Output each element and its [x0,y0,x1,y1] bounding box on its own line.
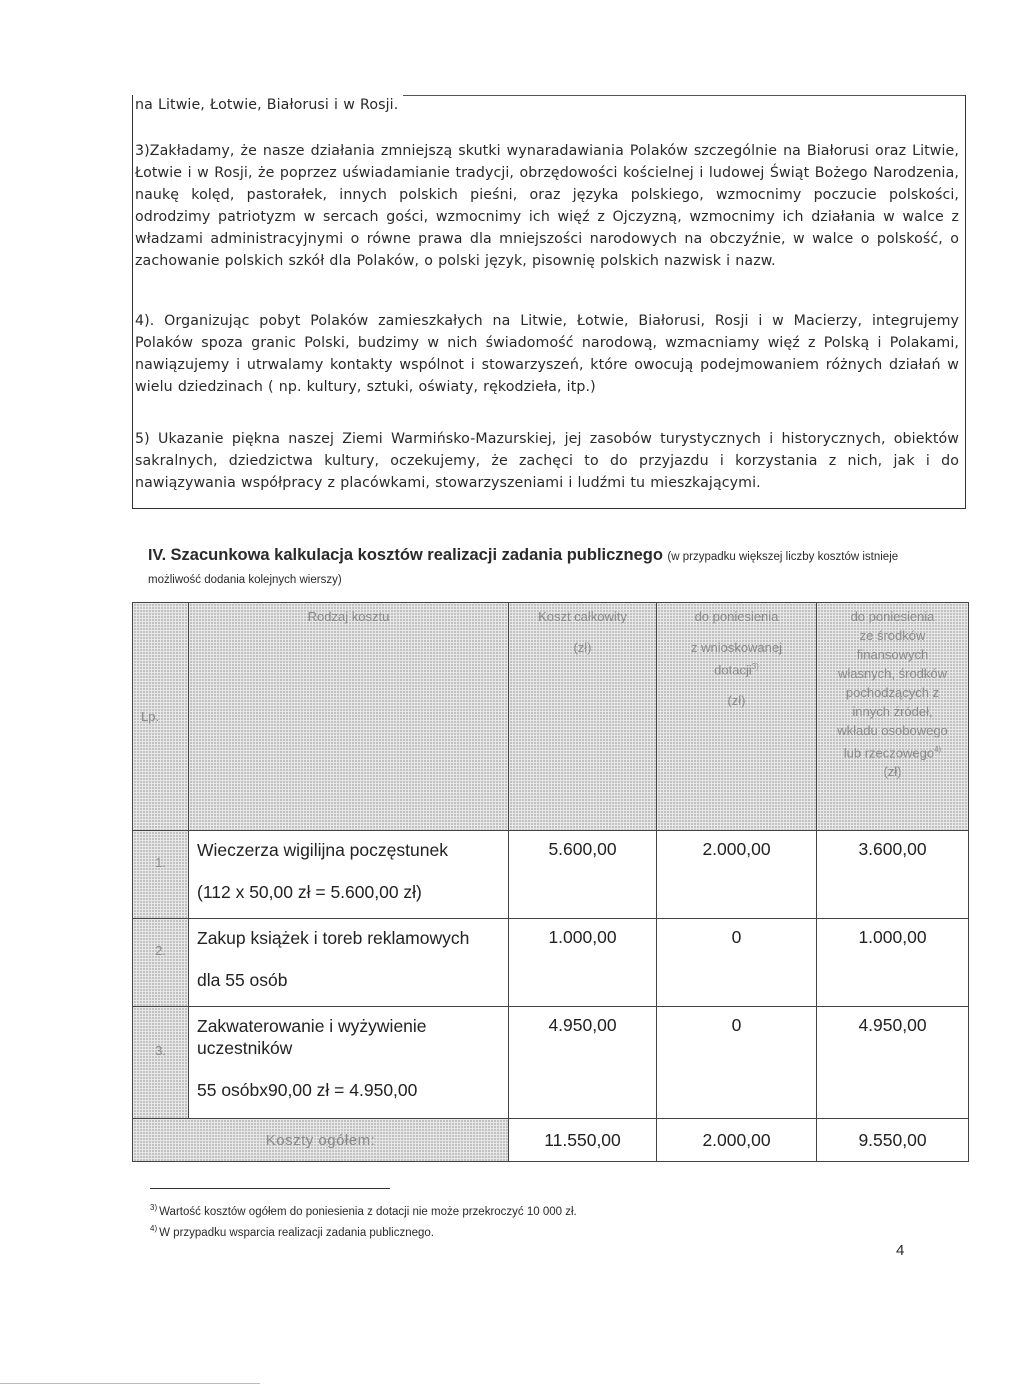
cost-wlasne: 4.950,00 [817,1007,969,1119]
header-lp: Lp. [133,603,189,831]
scan-edge-mark [0,1383,260,1384]
paragraph-4: 4). Organizując pobyt Polaków zamieszkałych na Litwie, Łotwie, Białorusi, Rosji i w Macierzy, integrujemy Polaków spoza granic Polski, budzimy w nich świadomość narodową, wzmacniamy więź z Polską i Polakami, nawiązujemy i utrwalamy kontakty wspólnot i stowarzyszeń, które owocują podejmowaniem różnych działań w wielu dziedzinach ( np. kultury, sztuki, oświaty, rękodzieła, itp.) [135,313,959,395]
totals-label: Koszty ogółem: [133,1119,509,1162]
cost-dotacja: 0 [657,919,817,1007]
cost-total: 1.000,00 [509,919,657,1007]
table-header-row [133,603,969,831]
page-number: 4 [896,1242,905,1259]
cost-name: Zakup książek i toreb reklamowych dla 55 osób [189,919,509,1007]
cost-wlasne: 1.000,00 [817,919,969,1007]
section-note: (w przypadku większej liczby kosztów istnieje możliwość dodania kolejnych wierszy) [148,551,899,586]
cost-wlasne: 3.600,00 [817,831,969,919]
table-row [133,919,969,1007]
table-row [133,1007,969,1119]
totals-dotacja: 2.000,00 [657,1119,817,1162]
paragraph-3: 3)Zakładamy, że nasze działania zmniejszą skutki wynaradawiania Polaków szczególnie na Białorusi oraz Litwie, Łotwie i w Rosji, że poprzez uświadamianie tradycji, obrzędowości kościelnej i ludowej Świąt Bożego Narodzenia, naukę kolęd, pastorałek, innych polskich pieśni, oraz języka polskiego, wzmocnimy poczucie polskości, odrodzimy patriotyzm w sercach gości, wzmocnimy ich więź z Ojczyzną, wzmocnimy ich działania w walce z władzami administracyjnymi o równe prawa dla mniejszości narodowych na obczyźnie, w walce o polskość, o zachowanie polskich szkół dla Polaków, o polski język, pisownię polskich nazwisk i nazw. [135,143,959,269]
footnote-separator [150,1188,390,1189]
cost-dotacja: 2.000,00 [657,831,817,919]
cost-dotacja: 0 [657,1007,817,1119]
totals-wlasne: 9.550,00 [817,1119,969,1162]
totals-row [133,1119,969,1162]
footnote-3: $^{3)}$ Wartość kosztów ogółem do poniesienia z dotacji nie może przekroczyć 10 000 zł. [150,1203,577,1218]
header-dotacja: do poniesienia z wnioskowanej dotacji$^{3)}$ (zł) [657,603,817,831]
cost-table [132,602,969,1162]
text-line-continuation: na Litwie, Łotwie, Białorusi i w Rosji. [135,97,399,113]
header-rodzaj: Rodzaj kosztu [189,603,509,831]
header-wlasne: do poniesienia ze środków finansowych własnych, środków pochodzących z innych źródeł, wkładu osobowego lub rzeczowego$^{4)}$ (zł) [817,603,969,831]
table-row [133,831,969,919]
totals-total: 11.550,00 [509,1119,657,1162]
paragraph-5: 5) Ukazanie piękna naszej Ziemi Warmińsko-Mazurskiej, jej zasobów turystycznych i historycznych, obiektów sakralnych, dziedzictwa kultury, oczekujemy, że zachęci to do przyjazdu i korzystania z nich, jak i do nawiązywania współpracy z placówkami, stowarzyszeniami i ludźmi tu mieszkającymi. [135,431,959,491]
row-number: 3. [133,1007,189,1119]
header-koszt: Koszt całkowity (zł) [509,603,657,831]
section-number: IV. [148,547,167,564]
cost-name-line1: Zakwaterowanie i wyżywienie [197,1016,427,1036]
section-title: Szacunkowa kalkulacja kosztów realizacji zadania publicznego [170,546,663,564]
section-heading [148,544,938,591]
continuation-text-box [132,95,966,509]
row-number: 2. [133,919,189,1007]
cost-total: 4.950,00 [509,1007,657,1119]
row-number: 1. [133,831,189,919]
cost-total: 5.600,00 [509,831,657,919]
footnote-4: $^{4)}$ W przypadku wsparcia realizacji zadania publicznego. [150,1224,434,1239]
cost-name: Wieczerza wigilijna poczęstunek (112 x 50,00 zł = 5.600,00 zł) [189,831,509,919]
cost-name: Zakwaterowanie i wyżywienie uczestników 55 osóbx90,00 zł = 4.950,00 [189,1007,509,1119]
